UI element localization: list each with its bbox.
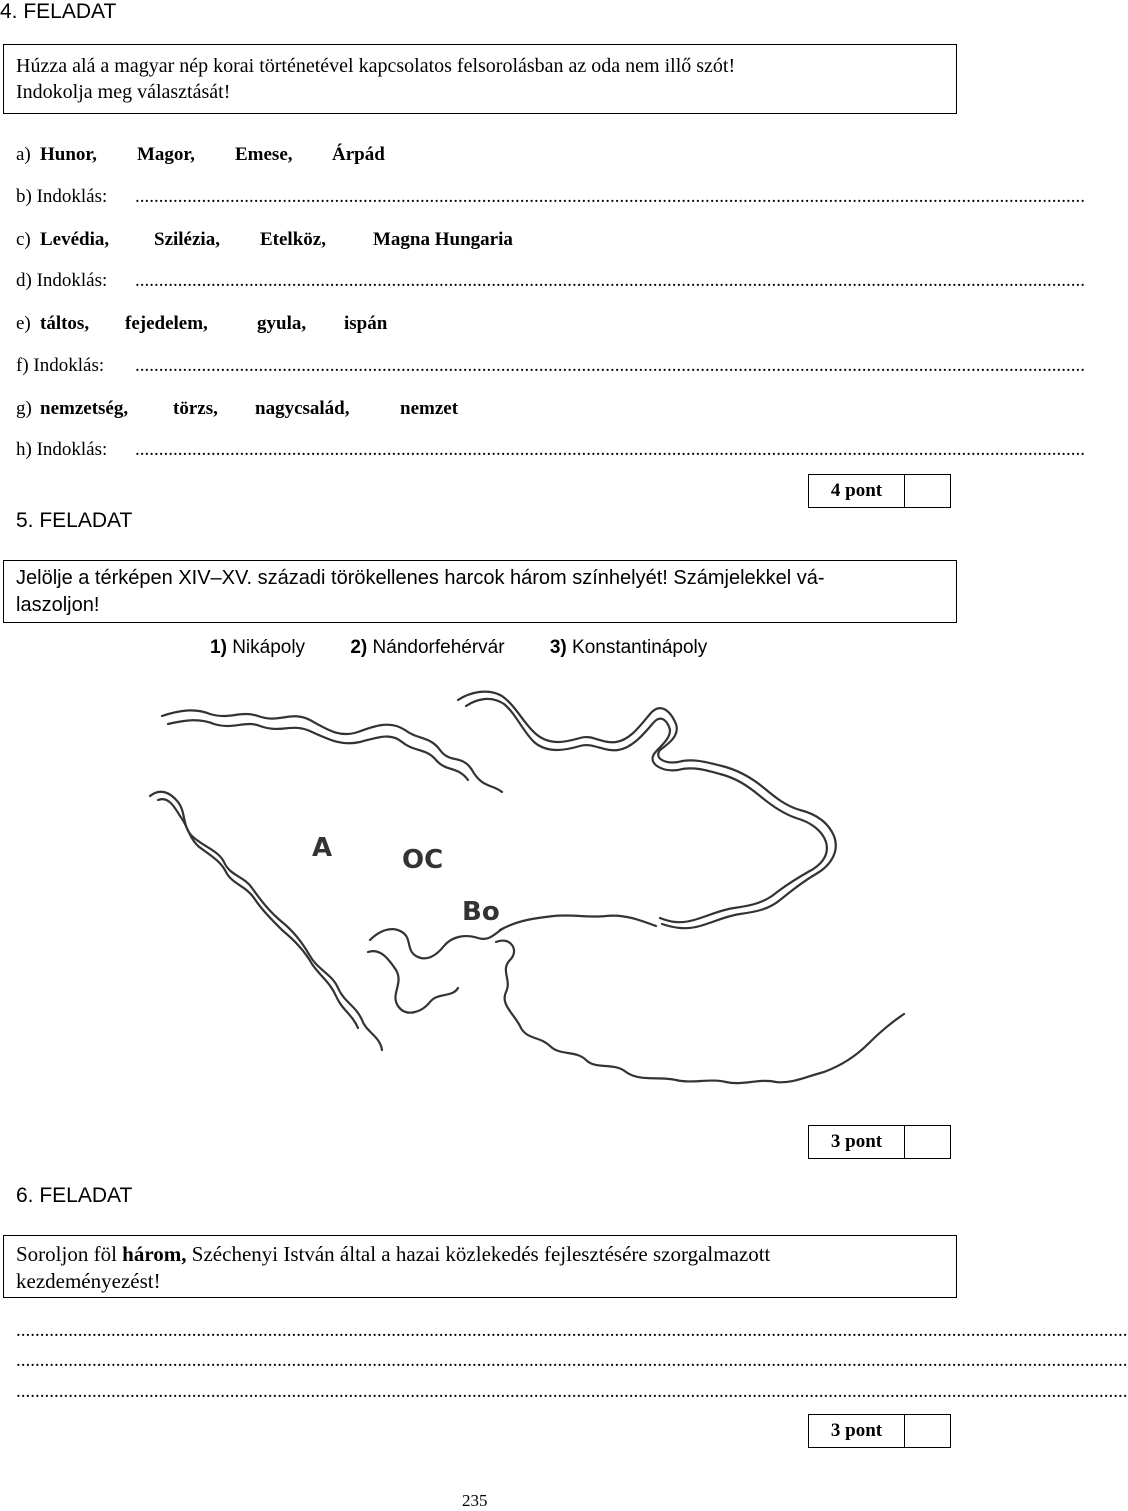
task4-heading: 4. FELADAT — [0, 0, 117, 23]
option-nandorfehervar: 2) Nándorfehérvár — [350, 637, 505, 658]
word[interactable]: törzs, — [173, 398, 218, 419]
task6-instruction-box — [3, 1235, 957, 1298]
coastline-anatolia-north — [500, 915, 656, 930]
answer-dots-3[interactable]: .......................................................................................................................................................................................................................................... — [16, 1381, 1128, 1402]
word[interactable]: Etelköz, — [260, 229, 326, 250]
task4-instruction-box — [3, 44, 957, 114]
task5-options — [210, 637, 707, 659]
task4-row-e — [16, 313, 388, 335]
score-label: 4 pont — [808, 474, 904, 508]
word[interactable]: Árpád — [332, 144, 385, 165]
task4-row-g — [16, 398, 459, 420]
row-letter: g) — [16, 398, 32, 419]
answer-dots-1[interactable]: .......................................................................................................................................................................................................................................... — [16, 1320, 1128, 1341]
task6-heading: 6. FELADAT — [16, 1184, 133, 1207]
option-konstantinapoly: 3) Konstantinápoly — [549, 637, 708, 658]
map-label-a: A — [312, 833, 333, 863]
row-letter: e) — [16, 313, 31, 334]
balkan-map[interactable] — [140, 680, 960, 1100]
score-label: 3 pont — [808, 1414, 904, 1448]
answer-dots-d[interactable]: ........................................................................................................................................................................................................ — [135, 270, 1085, 291]
option-nikapoly: 1) Nikápoly — [210, 637, 306, 658]
map-label-oc: OC — [402, 845, 444, 875]
word[interactable]: gyula, — [257, 313, 307, 334]
row-letter: b) — [16, 186, 32, 207]
coastline-crimea-inner — [466, 699, 827, 922]
task5-score-box — [808, 1125, 951, 1159]
task4-row-a — [16, 144, 385, 166]
row-letter: d) — [16, 270, 32, 291]
word[interactable]: Emese, — [235, 144, 293, 165]
indoklas-label: Indoklás: — [33, 355, 105, 376]
score-entry-box[interactable] — [904, 474, 951, 508]
word[interactable]: táltos, — [40, 313, 90, 334]
word[interactable]: Hunor, — [40, 144, 97, 165]
coastline-anatolia-south — [496, 941, 904, 1084]
answer-dots-b[interactable]: ........................................................................................................................................................................................................ — [135, 186, 1085, 207]
indoklas-label: Indoklás: — [36, 270, 108, 291]
indoklas-label: Indoklás: — [36, 439, 108, 460]
word[interactable]: Levédia, — [40, 229, 110, 250]
score-entry-box[interactable] — [904, 1125, 951, 1159]
task5-instruction-line1: Jelölje a térképen XIV–XV. századi törökellenes harcok három színhelyét! Számjelekkel vá- — [16, 567, 825, 589]
task6-score-box — [808, 1414, 951, 1448]
task5-instruction-line2: laszoljon! — [16, 594, 100, 616]
task6-instruction-line1: Soroljon föl három, Széchenyi István által a hazai közlekedés fejlesztésére szorgalmazott — [16, 1242, 771, 1266]
task4-instruction-line2: Indokolja meg választását! — [16, 81, 231, 103]
word[interactable]: nagycsalád, — [255, 398, 350, 419]
task4-score-box — [808, 474, 951, 508]
word[interactable]: fejedelem, — [125, 313, 208, 334]
score-label: 3 pont — [808, 1125, 904, 1159]
score-entry-box[interactable] — [904, 1414, 951, 1448]
row-letter: f) — [16, 355, 29, 376]
word[interactable]: nemzetség, — [40, 398, 129, 419]
task4-row-c — [16, 229, 513, 251]
task4-row-f — [16, 355, 104, 377]
row-letter: a) — [16, 144, 31, 165]
answer-dots-2[interactable]: .......................................................................................................................................................................................................................................... — [16, 1350, 1128, 1371]
word[interactable]: Szilézia, — [154, 229, 220, 250]
task5-heading: 5. FELADAT — [16, 509, 133, 532]
row-letter: h) — [16, 439, 32, 460]
coastline-inner — [168, 720, 468, 780]
word[interactable]: Magna Hungaria — [373, 229, 513, 250]
map-label-bo: Bo — [462, 897, 500, 927]
word[interactable]: Magor, — [137, 144, 195, 165]
word[interactable]: nemzet — [400, 398, 459, 419]
indoklas-label: Indoklás: — [36, 186, 108, 207]
task4-row-d — [16, 270, 107, 292]
task4-row-b — [16, 186, 107, 208]
row-letter: c) — [16, 229, 31, 250]
word[interactable]: ispán — [344, 313, 388, 334]
coastline-aegean-2 — [368, 951, 458, 1013]
coastline-aegean — [370, 928, 504, 958]
task6-instruction-line2: kezdeményezést! — [16, 1269, 161, 1293]
task4-row-h — [16, 439, 107, 461]
answer-dots-h[interactable]: ........................................................................................................................................................................................................ — [135, 439, 1085, 460]
page-number: 235 — [462, 1491, 488, 1510]
task5-instruction-box — [3, 560, 957, 623]
task4-instruction-line1: Húzza alá a magyar nép korai történetével kapcsolatos felsorolásban az oda nem illő szót! — [16, 55, 736, 77]
answer-dots-f[interactable]: ........................................................................................................................................................................................................ — [135, 355, 1085, 376]
